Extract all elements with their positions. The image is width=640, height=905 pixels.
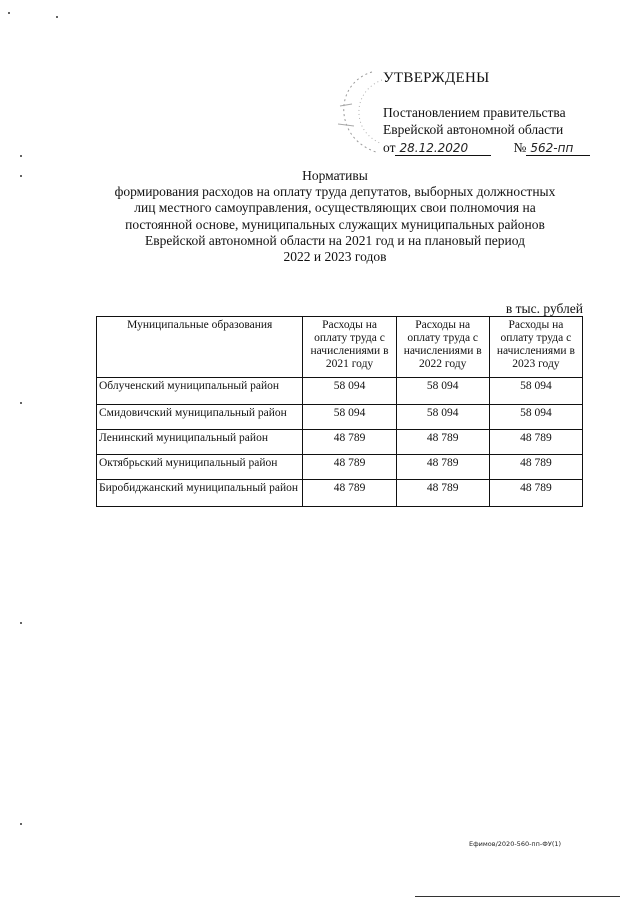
approval-title: УТВЕРЖДЕНЫ	[383, 70, 490, 86]
row-value-2021: 48 789	[303, 430, 396, 455]
handwritten-date: 28.12.2020	[395, 141, 491, 156]
table-row	[97, 455, 583, 480]
header-2022: Расходы на оплату труда с начислениями в 2022 году	[396, 317, 489, 378]
row-value-2023: 48 789	[489, 430, 582, 455]
row-value-2023: 48 789	[489, 455, 582, 480]
row-name: Ленинский муниципальный район	[97, 430, 303, 455]
title-line-2: лиц местного самоуправления, осуществляющих свои полномочия на	[134, 200, 536, 216]
number-prefix: №	[513, 140, 527, 155]
table-row	[97, 480, 583, 507]
scan-speck	[56, 16, 58, 18]
row-name: Биробиджанский муниципальный район	[97, 480, 303, 507]
title-line-3: постоянной основе, муниципальных служащих муниципальных районов	[125, 216, 545, 232]
approval-date-number-row	[383, 138, 623, 156]
row-value-2022: 48 789	[396, 430, 489, 455]
row-name: Смидовичский муниципальный район	[97, 405, 303, 430]
row-value-2023: 58 094	[489, 405, 582, 430]
row-value-2022: 48 789	[396, 480, 489, 507]
table-row	[97, 378, 583, 405]
scan-speck	[20, 622, 22, 624]
row-value-2021: 58 094	[303, 405, 396, 430]
bottom-divider	[415, 896, 620, 897]
row-value-2021: 48 789	[303, 455, 396, 480]
unit-label: в тыс. рублей	[505, 301, 583, 316]
row-value-2023: 48 789	[489, 480, 582, 507]
header-2023: Расходы на оплату труда с начислениями в 2023 году	[489, 317, 582, 378]
approval-block	[383, 70, 623, 156]
row-value-2021: 48 789	[303, 480, 396, 507]
title-line-5: 2022 и 2023 годов	[283, 249, 387, 265]
approval-line-2: Еврейской автономной области	[383, 122, 564, 137]
table-header-row	[97, 317, 583, 378]
header-municipality: Муниципальные образования	[97, 317, 303, 378]
scan-speck	[8, 12, 10, 14]
approval-line-1: Постановлением правительства	[383, 105, 566, 120]
header-2021: Расходы на оплату труда с начислениями в 2021 году	[303, 317, 396, 378]
title-line-4: Еврейской автономной области на 2021 год и на плановый период	[145, 232, 525, 248]
scan-speck	[20, 155, 22, 157]
handwritten-number: 562-пп	[526, 141, 590, 156]
date-prefix: от	[383, 140, 396, 155]
row-name: Октябрьский муниципальный район	[97, 455, 303, 480]
table-row	[97, 405, 583, 430]
norms-table	[96, 316, 583, 507]
title-heading: Нормативы	[302, 168, 368, 183]
row-value-2022: 58 094	[396, 405, 489, 430]
scan-speck	[20, 402, 22, 404]
row-value-2022: 48 789	[396, 455, 489, 480]
row-value-2022: 58 094	[396, 378, 489, 405]
scan-speck	[20, 175, 22, 177]
row-value-2023: 58 094	[489, 378, 582, 405]
scan-speck	[20, 823, 22, 825]
table-row	[97, 430, 583, 455]
footer-code: Ефимов/2020-560-пп-ФУ(1)	[469, 840, 562, 848]
row-name: Облученский муниципальный район	[97, 378, 303, 405]
title-line-1: формирования расходов на оплату труда депутатов, выборных должностных	[114, 184, 556, 200]
row-value-2021: 58 094	[303, 378, 396, 405]
document-title	[70, 168, 600, 265]
